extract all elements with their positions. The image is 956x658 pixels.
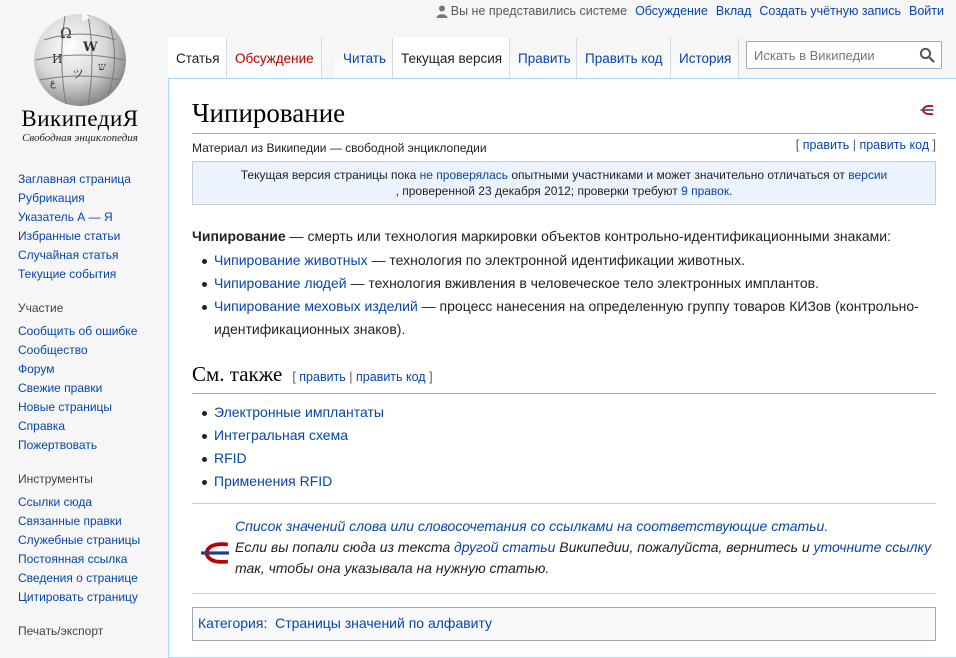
section-heading-see-also — [192, 361, 936, 394]
logo-wordmark: ВикипедиЯ — [21, 106, 139, 131]
category-label-link[interactable]: Категория — [198, 615, 264, 631]
notice-edits-link[interactable]: 9 правок — [681, 184, 730, 198]
tab-article[interactable] — [168, 38, 227, 78]
anon-user — [436, 4, 627, 18]
logo-tagline: Свободная энциклопедия — [22, 132, 138, 144]
wiki-logo[interactable] — [0, 0, 165, 160]
sidebar-heading-tools: Инструменты — [18, 472, 93, 486]
sidebar-tools — [0, 493, 165, 607]
tab-talk[interactable] — [227, 38, 322, 78]
dab-icon-wrap — [200, 540, 230, 571]
notice-text-4: . — [729, 184, 733, 198]
svg-text:И: И — [52, 52, 63, 66]
see-also-link-ic[interactable]: Интегральная схема — [214, 427, 349, 443]
item-link-fur[interactable]: Чипирование меховых изделий — [214, 298, 418, 314]
sidebar-item-main-page[interactable]: Заглавная страница — [18, 172, 131, 186]
lead-term: Чипирование — [192, 228, 286, 244]
edit-code-link[interactable]: править код — [859, 138, 930, 152]
user-status: Вы не представились системе — [450, 4, 628, 18]
review-notice — [192, 161, 936, 205]
page-title-text: Чипирование — [192, 98, 346, 128]
sidebar-item-index[interactable]: Указатель А — Я — [18, 210, 113, 224]
sidebar-item-new-pages[interactable]: Новые страницы — [18, 400, 113, 414]
section-edit-links: [ править | править код ] — [292, 370, 433, 384]
dab-text-b: Википедии, пожалуйста, вернитесь и — [555, 539, 814, 555]
item-text: — технология вживления в человеческое тело электронных имплантов. — [346, 275, 819, 291]
tab-talk-label: Обсуждение — [235, 51, 314, 66]
site-sub: Материал из Википедии — свободной энциклопедии — [192, 141, 487, 155]
sidebar-participation — [0, 322, 165, 455]
dab-list-link[interactable]: Список значений слова или словосочетания со ссылками на соответствующие статьи. — [235, 518, 829, 534]
edit-link[interactable]: править — [802, 138, 850, 152]
see-also-link-rfid[interactable]: RFID — [214, 450, 247, 466]
tab-current-version[interactable] — [393, 38, 510, 78]
category-item-link[interactable]: Страницы значений по алфавиту — [275, 615, 493, 631]
dab-text — [235, 516, 936, 579]
meaning-list — [192, 249, 936, 341]
item-link-people[interactable]: Чипирование людей — [214, 275, 347, 291]
sidebar-item-donate[interactable]: Пожертвовать — [18, 438, 98, 452]
category-links — [192, 607, 936, 641]
see-also-link-rfid-apps[interactable]: Применения RFID — [214, 473, 333, 489]
list-item — [214, 295, 936, 341]
sidebar-navigation — [0, 170, 165, 284]
sidebar-item-page-info[interactable]: Сведения о странице — [18, 571, 138, 585]
item-text: — процесс нанесения на определенную группу товаров КИЗов (контрольно-идентификационных знаков). — [214, 298, 919, 337]
see-also-list — [192, 401, 936, 493]
see-also-title: См. также — [192, 362, 283, 386]
sidebar-item-special-pages[interactable]: Служебные страницы — [18, 533, 141, 547]
user-icon — [436, 5, 448, 18]
tab-edit-label: Править — [518, 51, 571, 66]
globe-logo-icon — [30, 8, 130, 108]
list-item — [214, 272, 936, 295]
create-account-link[interactable]: Создать учётную запись — [759, 4, 902, 18]
tab-article-label: Статья — [176, 51, 220, 66]
list-item — [214, 249, 936, 272]
notice-text-2: опытными участниками и может значительно отличаться от — [508, 168, 849, 182]
notice-version-link[interactable]: версии — [848, 168, 888, 182]
tab-read-label: Читать — [343, 51, 386, 66]
sidebar-heading-print[interactable]: Печать/экспорт — [18, 624, 104, 638]
see-also-link-implants[interactable]: Электронные имплантаты — [214, 404, 384, 420]
sidebar-item-rubrication[interactable]: Рубрикация — [18, 191, 85, 205]
disambiguation-icon[interactable] — [920, 104, 934, 116]
list-item — [214, 401, 936, 424]
search-input[interactable] — [747, 48, 915, 63]
sidebar-item-community[interactable]: Сообщество — [18, 343, 88, 357]
list-item — [214, 470, 936, 493]
disambiguation-large-icon — [200, 540, 230, 566]
section-edit-link[interactable]: править — [299, 370, 346, 384]
dab-text-c: так, чтобы она указывала на нужную статью. — [235, 560, 550, 576]
sidebar-item-what-links-here[interactable]: Ссылки сюда — [18, 495, 92, 509]
list-item — [214, 424, 936, 447]
sidebar-heading-participation: Участие — [18, 301, 64, 315]
category-colon: : — [263, 615, 268, 631]
lead-text: — смерть или технология маркировки объектов контрольно-идентификационными знаками: — [285, 228, 891, 244]
sidebar-item-current-events[interactable]: Текущие события — [18, 267, 117, 281]
notice-text-1: Текущая версия страницы пока — [240, 168, 420, 182]
item-text: — технология по электронной идентификации животных. — [367, 252, 745, 268]
sidebar-item-random[interactable]: Случайная статья — [18, 248, 119, 262]
notice-text-3: , проверенной 23 декабря 2012; проверки требуют — [395, 184, 682, 198]
svg-text:ש: ש — [98, 60, 106, 73]
sidebar-item-cite-page[interactable]: Цитировать страницу — [18, 590, 138, 604]
sidebar-item-report-error[interactable]: Сообщить об ошибке — [18, 324, 138, 338]
page-subtitle — [192, 138, 936, 157]
svg-text:ツ: ツ — [72, 67, 85, 81]
top-edit-links: [ править | править код ] — [795, 138, 936, 152]
tab-edit[interactable] — [510, 38, 577, 78]
sidebar-item-permanent-link[interactable]: Постоянная ссылка — [18, 552, 128, 566]
contributions-link[interactable]: Вклад — [715, 4, 752, 18]
notice-unreviewed-link[interactable]: не проверялась — [419, 168, 509, 182]
tab-history-label: История — [679, 51, 732, 66]
tab-read[interactable] — [335, 38, 393, 78]
disambiguation-box — [192, 503, 936, 594]
item-link-animals[interactable]: Чипирование животных — [214, 252, 368, 268]
page-title — [192, 96, 936, 134]
tab-current-version-label: Текущая версия — [401, 51, 503, 66]
lead-paragraph — [192, 225, 936, 247]
login-link[interactable]: Войти — [909, 4, 944, 18]
tab-edit-source[interactable] — [577, 38, 671, 78]
talk-link[interactable]: Обсуждение — [635, 4, 708, 18]
sidebar-item-recent-changes[interactable]: Свежие правки — [18, 381, 103, 395]
tab-history[interactable] — [671, 38, 739, 78]
sidebar-item-forum[interactable]: Форум — [18, 362, 55, 376]
section-edit-code-link[interactable]: править код — [356, 370, 426, 384]
sidebar-item-featured[interactable]: Избранные статьи — [18, 229, 121, 243]
dab-text-a: Если вы попали сюда из текста — [235, 539, 455, 555]
page-content — [168, 78, 956, 658]
list-item — [214, 447, 936, 470]
sidebar-item-related-changes[interactable]: Связанные правки — [18, 514, 122, 528]
dab-fix-link[interactable]: уточните ссылку — [813, 539, 932, 555]
dab-other-article-link[interactable]: другой статьи — [454, 539, 556, 555]
sidebar — [0, 170, 165, 641]
sidebar-item-help[interactable]: Справка — [18, 419, 66, 433]
svg-text:ع: ع — [50, 78, 56, 89]
personal-toolbar — [436, 4, 944, 18]
svg-text:Ω: Ω — [60, 26, 72, 42]
search-box — [746, 41, 942, 69]
tab-edit-source-label: Править код — [585, 51, 663, 66]
svg-text:W: W — [83, 40, 98, 55]
search-icon[interactable] — [919, 47, 935, 63]
